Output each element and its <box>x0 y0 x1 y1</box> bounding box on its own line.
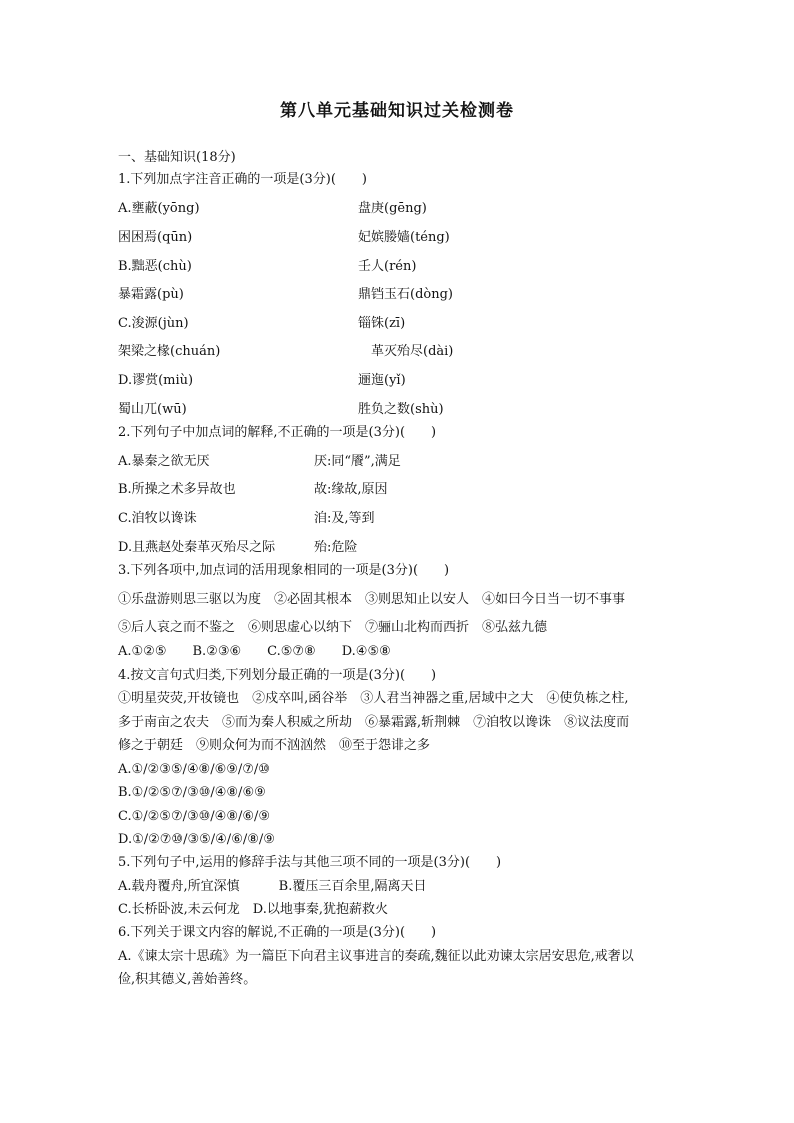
q2-option-row <box>118 481 388 499</box>
q3-line: ⑤后人哀之而不鉴之 ⑥则思虚心以纳下 ⑦骊山北构而西折 ⑧弘兹九德 <box>118 620 548 635</box>
q2-gloss: 厌:同“餍”,满足 <box>314 454 401 469</box>
q1-option-row <box>118 286 453 304</box>
q5-line: A.载舟覆舟,所宜深慎 B.覆压三百余里,隔离天日 <box>118 879 427 894</box>
q2-item: A.暴秦之欲无厌 <box>118 454 210 469</box>
q1-option-row <box>118 372 406 390</box>
q1-item: 妃嫔媵嫱(téng) <box>358 230 450 245</box>
q6-line: 俭,积其德义,善始善终。 <box>118 972 257 987</box>
q5-line: C.长桥卧波,未云何龙 D.以地事秦,犹抱薪救火 <box>118 902 388 917</box>
q4-line: 修之于朝廷 ⑨则众何为而不汹汹然 ⑩至于怨诽之多 <box>118 738 431 753</box>
question-3-stem: 3.下列各项中,加点词的活用现象相同的一项是(3分)( ) <box>118 563 450 578</box>
q6-line: A.《谏太宗十思疏》为一篇臣下向君主议事进言的奏疏,魏征以此劝谏太宗居安思危,戒奢以 <box>118 949 634 964</box>
question-5-stem: 5.下列句子中,运用的修辞手法与其他三项不同的一项是(3分)( ) <box>118 855 502 870</box>
q1-option-row <box>118 343 454 361</box>
q1-item: 胜负之数(shù) <box>358 402 444 417</box>
q4-option: A.①/②③⑤/④⑧/⑥⑨/⑦/⑩ <box>118 762 270 777</box>
question-4-stem: 4.按文言句式归类,下列划分最正确的一项是(3分)( ) <box>118 668 437 683</box>
q1-item: 蜀山兀(wū) <box>118 402 187 417</box>
q2-item: D.且燕赵处秦革灭殆尽之际 <box>118 540 276 555</box>
q2-option-row <box>118 539 358 557</box>
q2-gloss: 洎:及,等到 <box>314 511 375 526</box>
q4-line: ①明星荧荧,开妆镜也 ②戍卒叫,函谷举 ③人君当神器之重,居域中之大 ④使负栋之柱, <box>118 691 629 706</box>
q2-gloss: 故:缘故,原因 <box>314 482 388 497</box>
q1-item: 困困焉(qūn) <box>118 230 193 245</box>
q3-line: ①乐盘游则思三驱以为度 ②必固其根本 ③则思知止以安人 ④如曰今日当一切不事事 <box>118 592 626 607</box>
q1-item: 壬人(rén) <box>358 259 417 274</box>
q1-option-row <box>118 315 406 333</box>
q4-option: B.①/②⑤⑦/③⑩/④⑧/⑥⑨ <box>118 785 266 800</box>
q2-option-row <box>118 510 375 528</box>
q1-option-row <box>118 200 427 218</box>
q1-item: 革灭殆尽(dài) <box>371 344 454 359</box>
q3-options: A.①②⑤ B.②③⑥ C.⑤⑦⑧ D.④⑤⑧ <box>118 644 391 659</box>
q1-item: 架梁之椽(chuán) <box>118 344 221 359</box>
q1-item: B.黜恶(chù) <box>118 259 192 274</box>
q2-option-row <box>118 453 401 471</box>
page-title: 第八单元基础知识过关检测卷 <box>280 101 514 121</box>
q1-item: C.浚源(jùn) <box>118 316 189 331</box>
q4-option: C.①/②⑤⑦/③⑩/④⑧/⑥/⑨ <box>118 809 271 824</box>
q1-item: 暴霜露(pù) <box>118 287 184 302</box>
q1-option-row <box>118 258 417 276</box>
q2-item: C.洎牧以谗诛 <box>118 511 197 526</box>
section-heading: 一、基础知识(18分) <box>118 150 236 165</box>
q1-option-row <box>118 229 450 247</box>
question-1-stem: 1.下列加点字注音正确的一项是(3分)( ) <box>118 172 367 187</box>
q1-option-row <box>118 401 444 419</box>
q2-gloss: 殆:危险 <box>314 540 358 555</box>
question-6-stem: 6.下列关于课文内容的解说,不正确的一项是(3分)( ) <box>118 925 437 940</box>
q1-item: 锱铢(zī) <box>358 316 406 331</box>
question-2-stem: 2.下列句子中加点词的解释,不正确的一项是(3分)( ) <box>118 425 437 440</box>
q1-item: 盘庚(gēng) <box>358 201 427 216</box>
q1-item: A.壅蔽(yōng) <box>118 201 200 216</box>
q1-item: 鼎铛玉石(dòng) <box>358 287 453 302</box>
q4-line: 多于南亩之农夫 ⑤而为秦人积威之所劫 ⑥暴霜露,斩荆棘 ⑦洎牧以谗诛 ⑧议法度而 <box>118 715 630 730</box>
q1-item: D.谬赏(miù) <box>118 373 194 388</box>
q2-item: B.所操之术多异故也 <box>118 482 236 497</box>
q1-item: 逦迤(yǐ) <box>358 373 406 388</box>
q4-option: D.①/②⑦⑩/③⑤/④/⑥/⑧/⑨ <box>118 832 275 847</box>
